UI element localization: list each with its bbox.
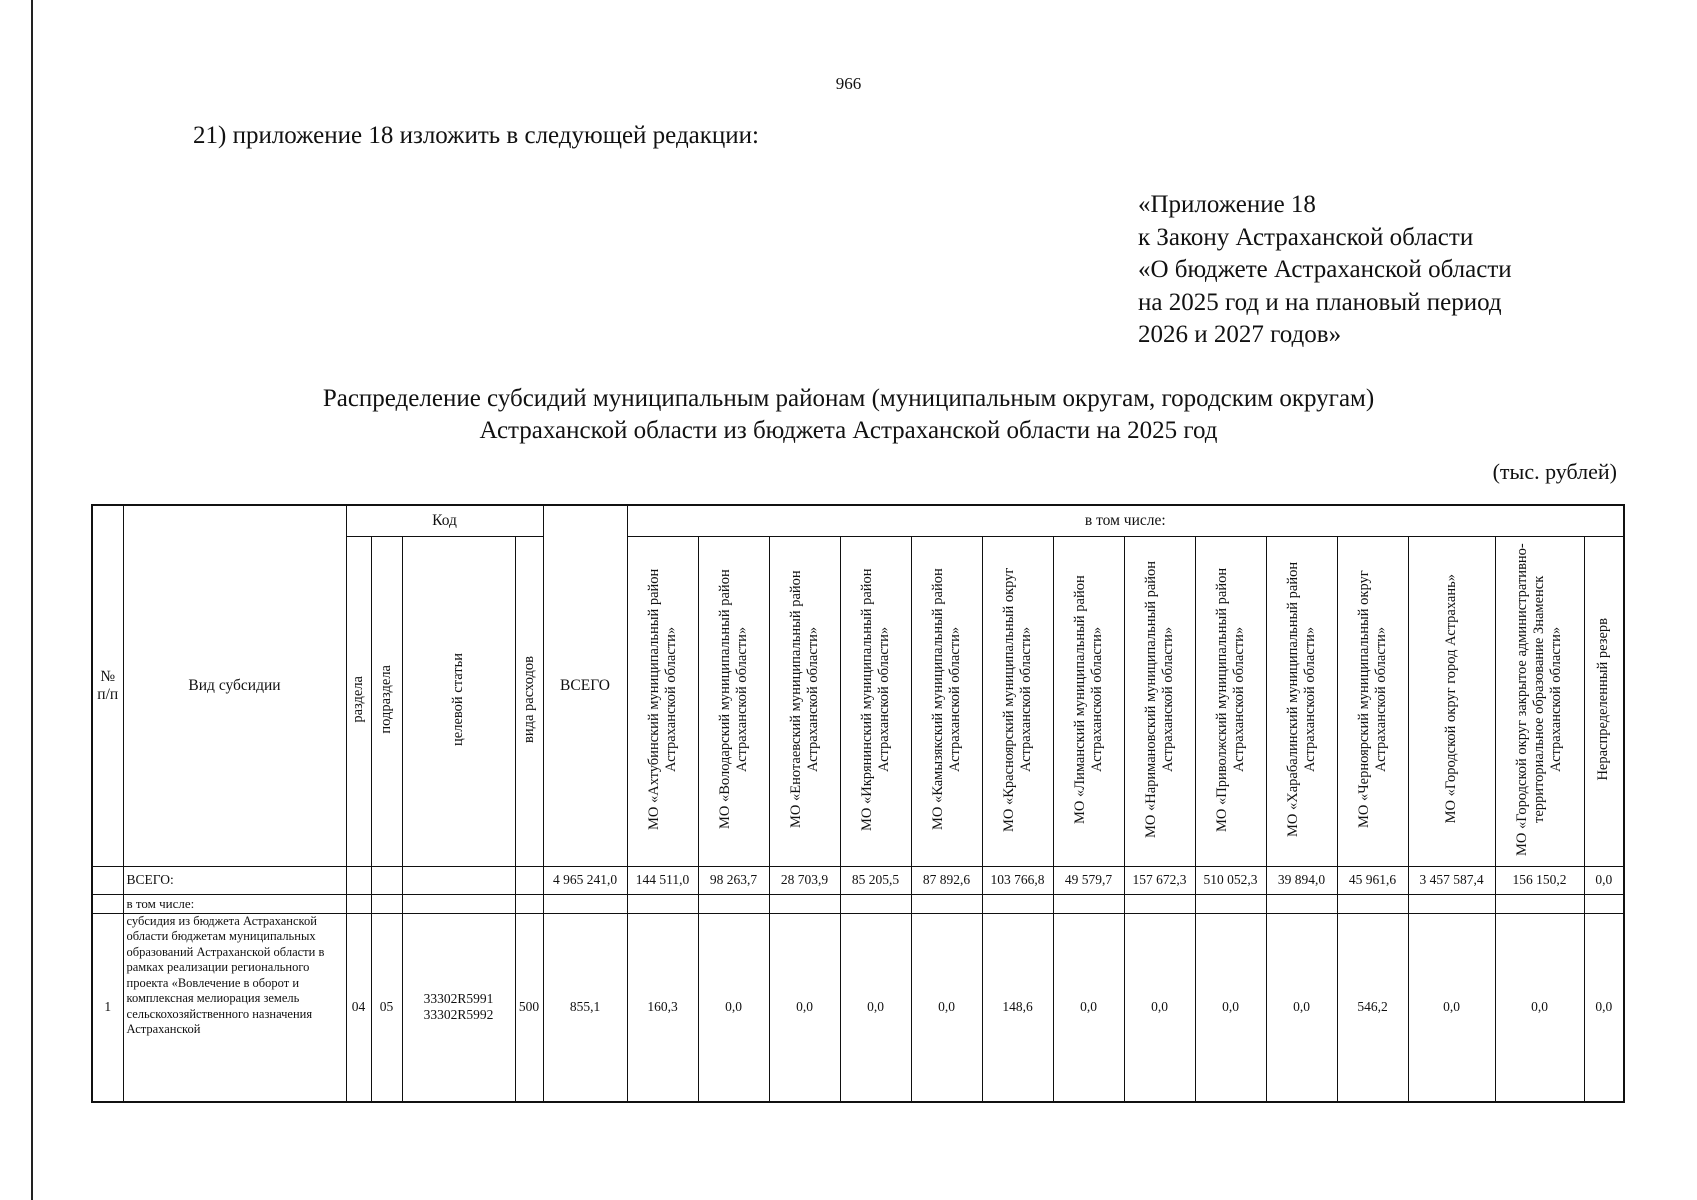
total-row-value: 98 263,7 <box>698 866 769 894</box>
mo-header-cell <box>627 536 698 866</box>
mo-header: МО «Володарский муниципальный район Астраханской области» <box>716 569 750 829</box>
binding-margin-line <box>31 0 33 1200</box>
row-value: 0,0 <box>1195 913 1266 1102</box>
mo-header-cell <box>1195 536 1266 866</box>
total-row-value: 39 894,0 <box>1266 866 1337 894</box>
total-row-value: 85 205,5 <box>840 866 911 894</box>
document-title <box>0 383 1697 447</box>
header-section: раздела <box>350 675 366 723</box>
mo-header-cell <box>911 536 982 866</box>
row-value: 0,0 <box>840 913 911 1102</box>
row-value: 0,0 <box>1266 913 1337 1102</box>
total-row-value: 144 511,0 <box>627 866 698 894</box>
total-row-label: ВСЕГО: <box>123 866 346 894</box>
header-expense-type: вида расходов <box>520 655 537 743</box>
mo-header: МО «Лиманский муниципальный район Астраханской области» <box>1071 574 1105 824</box>
mo-header: МО «Приволжский муниципальный район Астраханской области» <box>1213 566 1247 832</box>
total-row-value: 87 892,6 <box>911 866 982 894</box>
mo-header-cell <box>1495 536 1584 866</box>
header-target-article: целевой статьи <box>450 652 466 746</box>
appendix-line: 2026 и 2027 годов» <box>1138 321 1342 348</box>
table-row-including <box>92 894 1624 913</box>
row-value: 0,0 <box>1408 913 1495 1102</box>
mo-header: МО «Черноярский муниципальный округ Астраханской области» <box>1355 570 1389 828</box>
row-target-article <box>402 913 515 1102</box>
row-value: 160,3 <box>627 913 698 1102</box>
header-subsection-cell <box>371 536 402 866</box>
mo-header: МО «Камызякский муниципальный район Астраханской области» <box>929 568 963 830</box>
row-value: 148,6 <box>982 913 1053 1102</box>
mo-header-cell <box>1337 536 1408 866</box>
units-label: (тыс. рублей) <box>1492 459 1617 484</box>
row-value: 546,2 <box>1337 913 1408 1102</box>
including-row-label: в том числе: <box>123 894 346 913</box>
header-subsidy-kind: Вид субсидии <box>123 505 346 866</box>
page-number: 966 <box>835 74 862 93</box>
row-subsection: 05 <box>371 913 402 1102</box>
total-row-value: 157 672,3 <box>1124 866 1195 894</box>
header-target-cell <box>402 536 515 866</box>
mo-header-cell <box>1124 536 1195 866</box>
header-code: Код <box>346 505 543 536</box>
total-row-value: 45 961,6 <box>1337 866 1408 894</box>
header-including: в том числе: <box>627 505 1624 536</box>
appendix-line: «Приложение 18 <box>1138 191 1316 218</box>
title-line-1: Распределение субсидий муниципальным районам (муниципальным округам, городским округам) <box>322 385 1375 412</box>
table-row-total <box>92 866 1624 894</box>
row-expense-type: 500 <box>515 913 543 1102</box>
mo-header-cell <box>1584 536 1624 866</box>
total-row-value: 103 766,8 <box>982 866 1053 894</box>
header-total: ВСЕГО <box>543 505 627 866</box>
mo-header: МО «Наримановский муниципальный район Астраханской области» <box>1142 560 1176 838</box>
total-row-value: 28 703,9 <box>769 866 840 894</box>
appendix-line: к Закону Астраханской области <box>1138 223 1474 251</box>
subsidy-distribution-table <box>91 504 1625 1103</box>
appendix-reference <box>1138 189 1512 352</box>
header-section-cell <box>346 536 371 866</box>
mo-header: Нераспределенный резерв <box>1595 617 1612 781</box>
total-row-value: 156 150,2 <box>1495 866 1584 894</box>
header-subsection: подраздела <box>378 664 394 734</box>
row-value: 0,0 <box>1053 913 1124 1102</box>
row-value: 0,0 <box>1584 913 1624 1102</box>
intro-text: 21) приложение 18 изложить в следующей редакции: <box>193 122 759 149</box>
table-row <box>92 913 1624 1102</box>
total-row-value: 3 457 587,4 <box>1408 866 1495 894</box>
total-row-value: 0,0 <box>1584 866 1624 894</box>
row-value: 0,0 <box>769 913 840 1102</box>
row-description: субсидия из бюджета Астраханской области бюджетам муниципальных образований Астраханской области в рамках реализации регионального проекта «Вовлечение в оборот и комплексная мелиорация земель сельскохозяйственного назначения Астраханской <box>123 913 346 1102</box>
row-value: 0,0 <box>1124 913 1195 1102</box>
row-number: 1 <box>92 913 123 1102</box>
mo-header-cell <box>1408 536 1495 866</box>
mo-header: МО «Красноярский муниципальный округ Астраханской области» <box>1000 566 1034 832</box>
row-target-line: 33302R5992 <box>423 1007 494 1023</box>
header-number: № п/п <box>92 505 123 866</box>
row-total: 855,1 <box>543 913 627 1102</box>
mo-header-cell <box>1053 536 1124 866</box>
mo-header: МО «Ахтубинский муниципальный район Астраханской области» <box>645 568 679 830</box>
total-row-value: 49 579,7 <box>1053 866 1124 894</box>
row-section: 04 <box>346 913 371 1102</box>
mo-header: МО «Городской округ город Астрахань» <box>1443 574 1460 824</box>
header-expense-cell <box>515 536 543 866</box>
mo-header-cell <box>982 536 1053 866</box>
total-row-value: 510 052,3 <box>1195 866 1266 894</box>
appendix-line: на 2025 год и на плановый период <box>1138 288 1502 316</box>
mo-header: МО «Харабалинский муниципальный район Астраханской области» <box>1284 561 1318 837</box>
mo-header-cell <box>840 536 911 866</box>
appendix-line: «О бюджете Астраханской области <box>1138 256 1512 283</box>
row-value: 0,0 <box>1495 913 1584 1102</box>
row-value: 0,0 <box>911 913 982 1102</box>
title-line-2: Астраханской области из бюджета Астраханской области на 2025 год <box>479 417 1218 444</box>
mo-header-cell <box>1266 536 1337 866</box>
row-value: 0,0 <box>698 913 769 1102</box>
mo-header: МО «Городской округ закрытое административно-территориальное образование Знаменск Астраханской области» <box>1514 542 1565 856</box>
mo-header-cell <box>698 536 769 866</box>
mo-header: МО «Икрянинский муниципальный район Астраханской области» <box>858 567 892 831</box>
total-row-total: 4 965 241,0 <box>543 866 627 894</box>
mo-header-cell <box>769 536 840 866</box>
row-target-line: 33302R5991 <box>423 991 494 1007</box>
mo-header: МО «Енотаевский муниципальный район Астраханской области» <box>787 570 821 828</box>
